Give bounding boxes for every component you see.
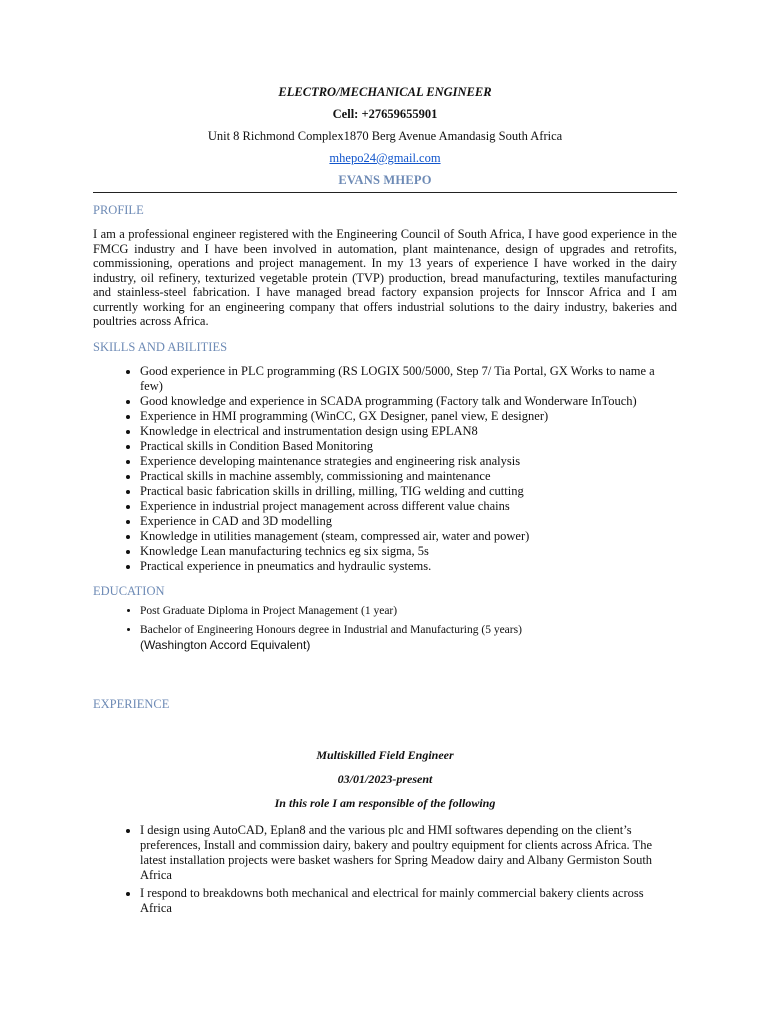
- list-item: • Good knowledge and experience in SCADA programming (Factory talk and Wonderware InTouch): [140, 394, 677, 409]
- list-item: [140, 623, 677, 652]
- experience-section: [93, 696, 677, 916]
- list-item: • Knowledge in utilities management (steam, compressed air, water and power): [140, 529, 677, 544]
- list-item: • Knowledge Lean manufacturing technics eg six sigma, 5s: [140, 544, 677, 559]
- address: Unit 8 Richmond Complex1870 Berg Avenue Amandasig South Africa: [207, 129, 563, 143]
- list-item: • I design using AutoCAD, Eplan8 and the various plc and HMI softwares depending on the client’s preferences, Install and commission dairy, bakery and poultry equipment for clients across Africa. The latest installation projects were basket washers for Spring Meadow dairy and Albany Germiston South Africa: [140, 823, 677, 883]
- education-degree: Bachelor of Engineering Honours degree in Industrial and Manufacturing (5 years): [140, 623, 522, 636]
- experience-job-date: 03/01/2023-present: [337, 771, 433, 786]
- profile-section: [93, 202, 677, 329]
- list-item: • Practical skills in machine assembly, commissioning and maintenance: [140, 469, 677, 484]
- list-item: • Experience in HMI programming (WinCC, GX Designer, panel view, E designer): [140, 409, 677, 424]
- duties-list: [93, 823, 677, 916]
- list-item: • Practical skills in Condition Based Monitoring: [140, 439, 677, 454]
- skills-heading: SKILLS AND ABILITIES: [93, 339, 228, 354]
- experience-job-title: Multiskilled Field Engineer: [316, 747, 454, 762]
- candidate-name: EVANS MHEPO: [338, 173, 432, 187]
- list-item: • Experience in industrial project management across different value chains: [140, 499, 677, 514]
- list-item: • I respond to breakdowns both mechanical and electrical for mainly commercial bakery clients across Africa: [140, 886, 677, 916]
- list-item: • Practical basic fabrication skills in drilling, milling, TIG welding and cutting: [140, 484, 677, 499]
- list-item: • Post Graduate Diploma in Project Management (1 year): [140, 604, 677, 618]
- list-item: • Experience in CAD and 3D modelling: [140, 514, 677, 529]
- education-list: [93, 604, 677, 652]
- education-section: [93, 583, 677, 652]
- education-note: (Washington Accord Equivalent): [140, 637, 311, 652]
- resume-header: [93, 84, 677, 188]
- profile-text: I am a professional engineer registered with the Engineering Council of South Africa, I have good experience in the FMCG industry and I have been involved in automation, plant maintenance, design of upgrades and retrofits, commissioning, operations and project management. In my 13 years of experience I have worked in the dairy industry, oil refinery, texturized vegetable protein (TVP) production, bread manufacturing, textiles manufacturing and stainless-steel fabrication. I have managed bread factory expansion projects for Innscor Africa and I am currently working for an engineering company that offers industrial solutions to the dairy industry, bakeries and poultries across Africa.: [93, 227, 677, 328]
- resume-page: [93, 84, 677, 919]
- list-item: • Experience developing maintenance strategies and engineering risk analysis: [140, 454, 677, 469]
- cell-number: Cell: +27659655901: [332, 107, 438, 121]
- skills-section: [93, 339, 677, 574]
- list-item: • Good experience in PLC programming (RS LOGIX 500/5000, Step 7/ Tia Portal, GX Works to name a few): [140, 364, 677, 394]
- profile-heading: PROFILE: [93, 203, 144, 217]
- job-title-heading: ELECTRO/MECHANICAL ENGINEER: [278, 85, 492, 99]
- email-link[interactable]: mhepo24@gmail.com: [329, 151, 441, 165]
- skills-list: [93, 364, 677, 574]
- experience-heading: EXPERIENCE: [93, 696, 170, 711]
- experience-intro: In this role I am responsible of the following: [274, 795, 496, 810]
- list-item: • Knowledge in electrical and instrumentation design using EPLAN8: [140, 424, 677, 439]
- education-heading: EDUCATION: [93, 583, 165, 598]
- header-divider: [93, 192, 677, 193]
- list-item: • Practical experience in pneumatics and hydraulic systems.: [140, 559, 677, 574]
